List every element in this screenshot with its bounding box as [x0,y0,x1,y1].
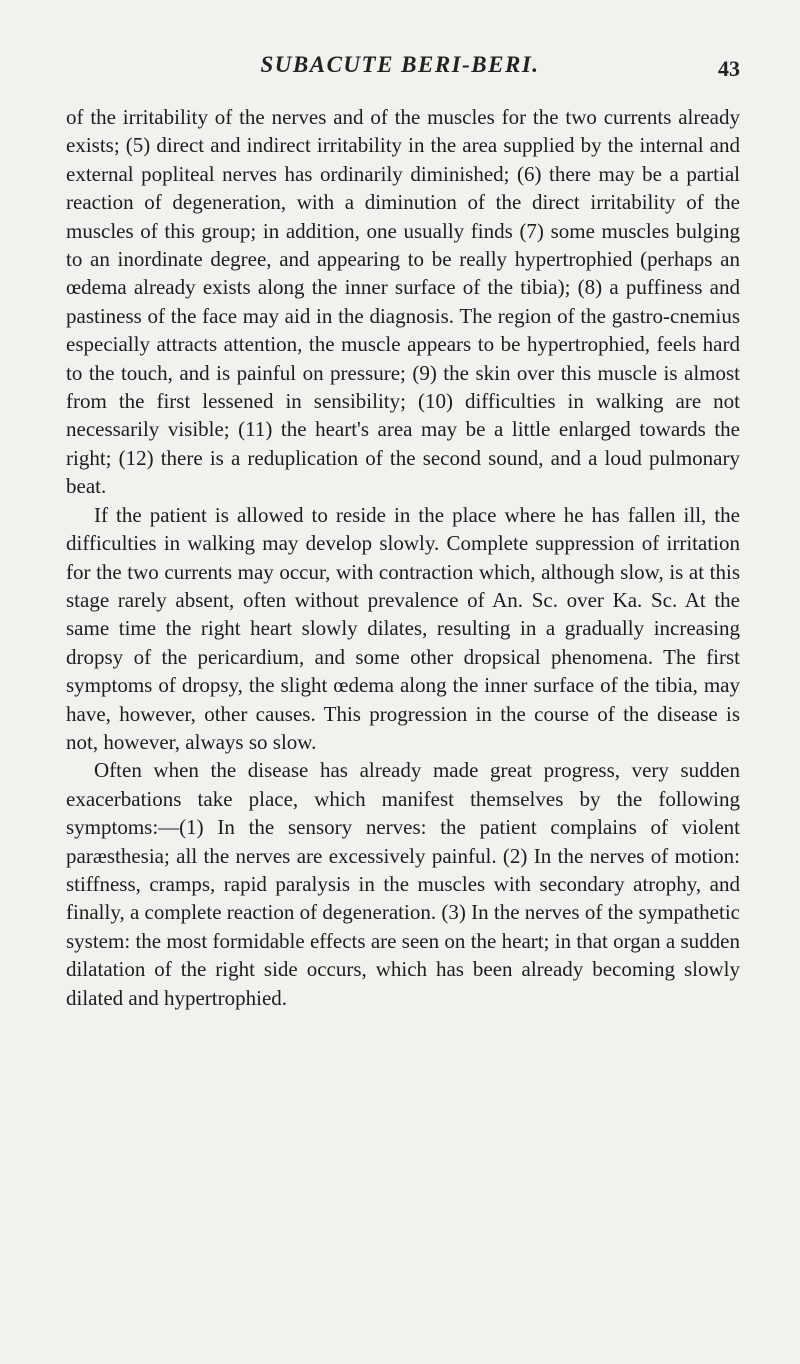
paragraph-continued: of the irritability of the nerves and of the muscles for the two currents already exists; (5) direct and indirect irritability in the area supplied by the internal and external popliteal nerves has ordinarily diminished; (6) there may be a partial reaction of degeneration, with a diminution of the direct irritability of the muscles of this group; in addition, one usually finds (7) some muscles bulging to an inordinate degree, and appearing to be really hypertrophied (perhaps an œdema already exists along the inner surface of the tibia); (8) a puffiness and pastiness of the face may aid in the diagnosis. The region of the gastro-cnemius especially attracts attention, the muscle appears to be hypertrophied, feels hard to the touch, and is painful on pressure; (9) the skin over this muscle is almost from the first lessened in sensibility; (10) difficulties in walking are not necessarily visible; (11) the heart's area may be a little enlarged towards the right; (12) there is a reduplication of the second sound, and a loud pulmonary beat. [66,105,740,499]
body-text [66,103,740,1012]
page-number: 43 [718,56,740,81]
paragraph: If the patient is allowed to reside in the place where he has fallen ill, the difficulties in walking may develop slowly. Complete suppression of irritation for the two currents may occur, with contraction which, although slow, is at this stage rarely absent, often without prevalence of An. Sc. over Ka. Sc. At the same time the right heart slowly dilates, resulting in a gradually increasing dropsy of the pericardium, and some other dropsical phenomena. The first symptoms of dropsy, the slight œdema along the inner surface of the tibia, may have, however, other causes. This progression in the course of the disease is not, however, always so slow. [66,502,740,754]
paragraph: Often when the disease has already made great progress, very sudden exacerbations take place, which manifest themselves by the following symptoms:—(1) In the sensory nerves: the patient complains of violent paræsthesia; all the nerves are excessively painful. (2) In the nerves of motion: stiffness, cramps, rapid paralysis in the muscles with secondary atrophy, and finally, a complete reaction of degeneration. (3) In the nerves of the sympathetic system: the most formidable effects are seen on the heart; in that organ a sudden dilatation of the right side occurs, which has been already becoming slowly dilated and hypertrophied. [66,758,740,1010]
running-head [0,52,800,92]
running-title: SUBACUTE BERI-BERI. [260,52,540,77]
